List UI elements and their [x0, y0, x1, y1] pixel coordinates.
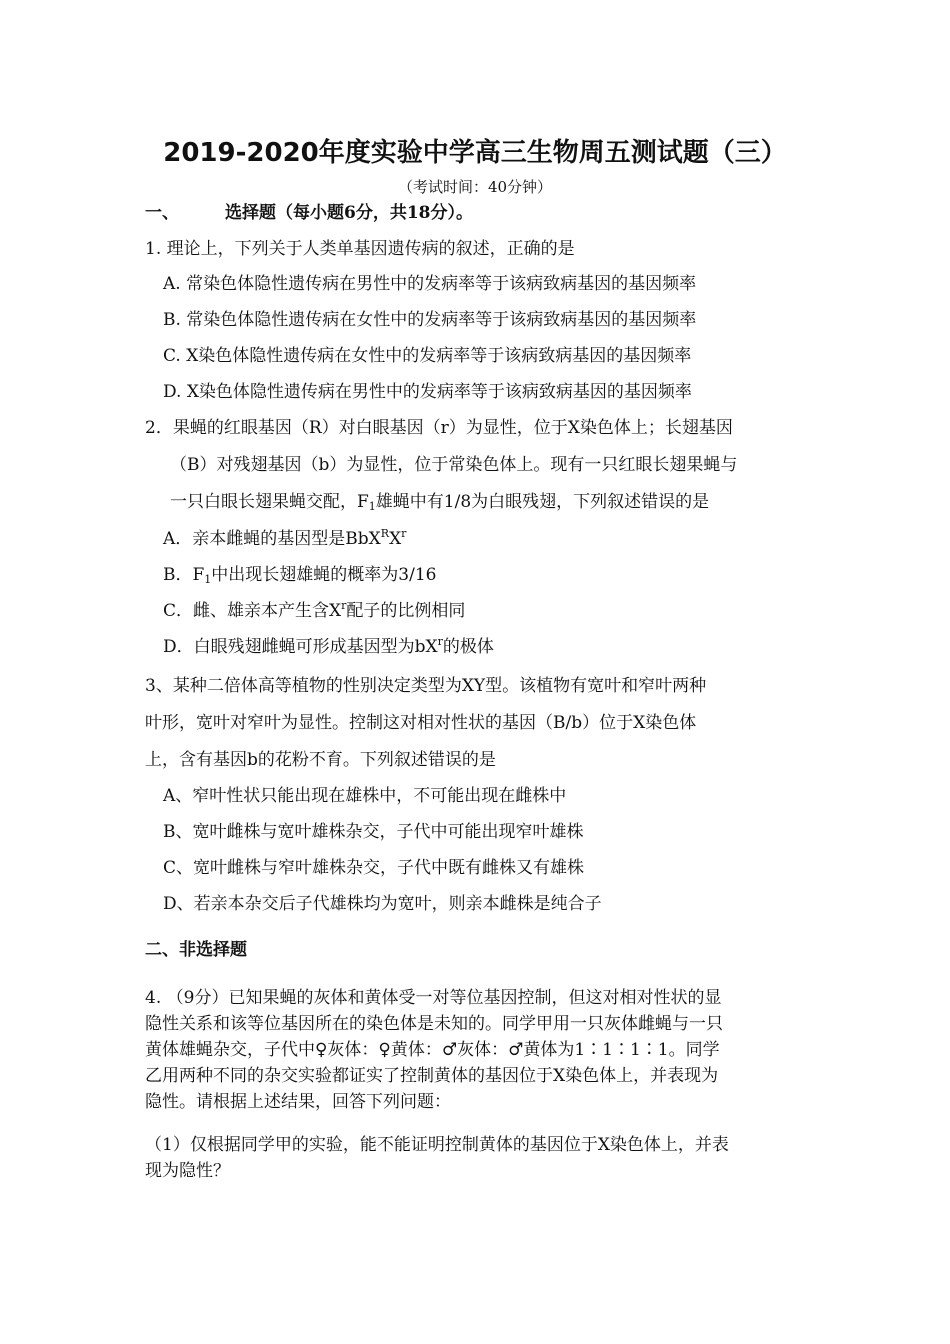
question-2-option-b: B．$F_1$中出现长翅雄蝇的概率为3/16 [163, 565, 437, 586]
question-2-stem-line-2: （B）对残翅基因（b）为显性，位于常染色体上。现有一只红眼长翅果蝇与 [170, 455, 738, 475]
question-3-option-b: B、宽叶雌株与宽叶雄株杂交，子代中可能出现窄叶雄株 [163, 822, 584, 842]
question-1-stem: 1. 理论上，下列关于人类单基因遗传病的叙述，正确的是 [145, 239, 575, 259]
question-2-option-d: D．白眼残翅雌蝇可形成基因型为$bX^r$的极体 [163, 635, 494, 657]
section-number: 一、 [145, 203, 179, 223]
question-4-line-1: 4. （9分）已知果蝇的灰体和黄体受一对等位基因控制，但这对相对性状的显 [145, 988, 722, 1008]
question-2-stem-line-3: 一只白眼长翅果蝇交配，$F_1$雄蝇中有1/8为白眼残翅，下列叙述错误的是 [170, 492, 710, 513]
question-3-stem-line-3: 上，含有基因b的花粉不育。下列叙述错误的是 [145, 750, 496, 770]
section-heading-non-choice: 二、非选择题 [145, 940, 247, 960]
question-3-stem-line-2: 叶形，宽叶对窄叶为显性。控制这对相对性状的基因（B/b）位于X染色体 [145, 713, 697, 733]
page-title: 2019-2020年度实验中学高三生物周五测试题（三） [163, 138, 787, 168]
question-3-stem-line-1: 3、某种二倍体高等植物的性别决定类型为XY型。该植物有宽叶和窄叶两种 [145, 676, 707, 696]
section-heading-multiple-choice [145, 201, 473, 225]
question-1-option-a: A. 常染色体隐性遗传病在男性中的发病率等于该病致病基因的基因频率 [163, 274, 697, 294]
question-4-line-2: 隐性关系和该等位基因所在的染色体是未知的。同学甲用一只灰体雌蝇与一只 [145, 1014, 723, 1034]
question-4-line-3: 黄体雄蝇杂交，子代中♀灰体：♀黄体：♂灰体：♂黄体为1∶1∶1∶1。同学 [145, 1040, 720, 1060]
question-4-line-4: 乙用两种不同的杂交实验都证实了控制黄体的基因位于X染色体上，并表现为 [145, 1066, 719, 1086]
question-1-option-b: B. 常染色体隐性遗传病在女性中的发病率等于该病致病基因的基因频率 [163, 310, 697, 330]
question-3-option-c: C、宽叶雌株与窄叶雄株杂交，子代中既有雌株又有雄株 [163, 858, 585, 878]
question-3-option-a: A、窄叶性状只能出现在雄株中，不可能出现在雌株中 [163, 786, 567, 806]
question-3-option-d: D、若亲本杂交后子代雄株均为宽叶，则亲本雌株是纯合子 [163, 894, 602, 914]
question-2-stem-line-1: 2．果蝇的红眼基因（R）对白眼基因（r）为显性，位于X染色体上；长翅基因 [145, 418, 733, 438]
question-4-line-5: 隐性。请根据上述结果，回答下列问题： [145, 1092, 451, 1112]
section-title: 选择题（每小题6分，共18分）。 [225, 203, 473, 223]
question-4-sub-1-line-1: （1）仅根据同学甲的实验，能不能证明控制黄体的基因位于X染色体上，并表 [145, 1135, 729, 1155]
question-1-option-c: C. X染色体隐性遗传病在女性中的发病率等于该病致病基因的基因频率 [163, 346, 692, 366]
exam-duration: （考试时间：40分钟） [397, 178, 553, 196]
question-2-option-c: C．雌、雄亲本产生含$X^r$配子的比例相同 [163, 599, 466, 621]
question-4-sub-1-line-2: 现为隐性？ [145, 1161, 230, 1181]
question-1-option-d: D. X染色体隐性遗传病在男性中的发病率等于该病致病基因的基因频率 [163, 382, 692, 402]
question-2-option-a: A．亲本雌蝇的基因型是$BbX^RX^r$ [163, 527, 407, 549]
